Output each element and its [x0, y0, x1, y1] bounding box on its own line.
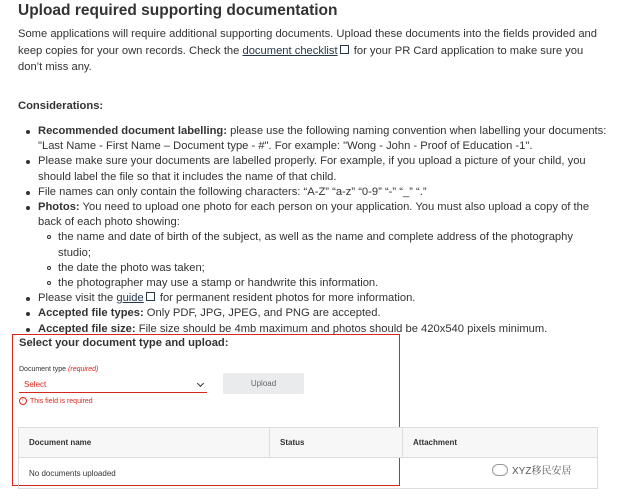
intro-paragraph: Some applications will require additional supporting documents. Upload these documents into the fields provided and keep copies for your own records. Check the document checklist for your PR Card application to make sure you don’t miss any. — [18, 28, 597, 73]
column-header: Attachment — [403, 428, 598, 458]
list-item: the name and date of birth of the subject, as well as the name and complete address of the photography studio; — [38, 230, 608, 260]
column-header: Document name — [19, 428, 270, 458]
watermark: XYZ移民安居 — [492, 462, 571, 477]
table-header-row — [19, 428, 598, 458]
list-item: Accepted file size: File size should be 4mb maximum and photos should be 420x540 pixels minimum. — [18, 322, 608, 337]
list-item: the date the photo was taken; — [38, 261, 608, 276]
documents-table — [18, 427, 598, 489]
list-item: Recommended document labelling: please use the following naming convention when labelling your documents: "Last Name - First Name – Document type - #". For example: "Wong - John - Proof of Education -1". — [18, 124, 608, 154]
guide-link[interactable]: guide — [116, 292, 144, 305]
list-item: Photos: You need to upload one photo for each person on your application. You must also upload a copy of the back of each photo showing: the name and date of birth of the subject, as well as the name and complete address of the photography studio; the date the photo was taken; the photographer may use a stamp or handwrite this information. — [18, 200, 608, 291]
wechat-icon — [492, 464, 508, 476]
considerations-list — [18, 124, 608, 337]
empty-table-message: No documents uploaded — [19, 458, 598, 489]
field-error: ! This field is required — [19, 397, 93, 405]
list-item: the photographer may use a stamp or handwrite this information. — [38, 276, 608, 291]
list-item: File names can only contain the following characters: “A-Z” “a-z” “0-9” “-” “_” “.” — [18, 185, 608, 200]
document-type-select[interactable]: Select — [19, 377, 207, 393]
external-link-icon — [146, 292, 155, 301]
considerations-heading: Considerations: — [18, 100, 104, 112]
document-type-label: Document type (required) — [19, 366, 99, 373]
upload-button[interactable]: Upload — [223, 373, 304, 394]
chevron-down-icon — [197, 380, 204, 387]
list-item: Accepted file types: Only PDF, JPG, JPEG, and PNG are accepted. — [18, 306, 608, 321]
photo-requirements-list — [38, 230, 608, 291]
column-header: Status — [270, 428, 403, 458]
list-item: Please visit the guide for permanent resident photos for more information. — [18, 291, 608, 306]
error-icon: ! — [19, 397, 27, 405]
document-checklist-link[interactable]: document checklist — [242, 44, 338, 57]
upload-heading: Select your document type and upload: — [19, 337, 229, 349]
external-link-icon — [340, 45, 349, 54]
required-tag: (required) — [68, 366, 99, 373]
list-item: Please make sure your documents are labelled properly. For example, if you upload a picture of your child, you should label the file so that it includes the name of that child. — [18, 154, 608, 184]
page-title: Upload required supporting documentation — [18, 2, 338, 19]
